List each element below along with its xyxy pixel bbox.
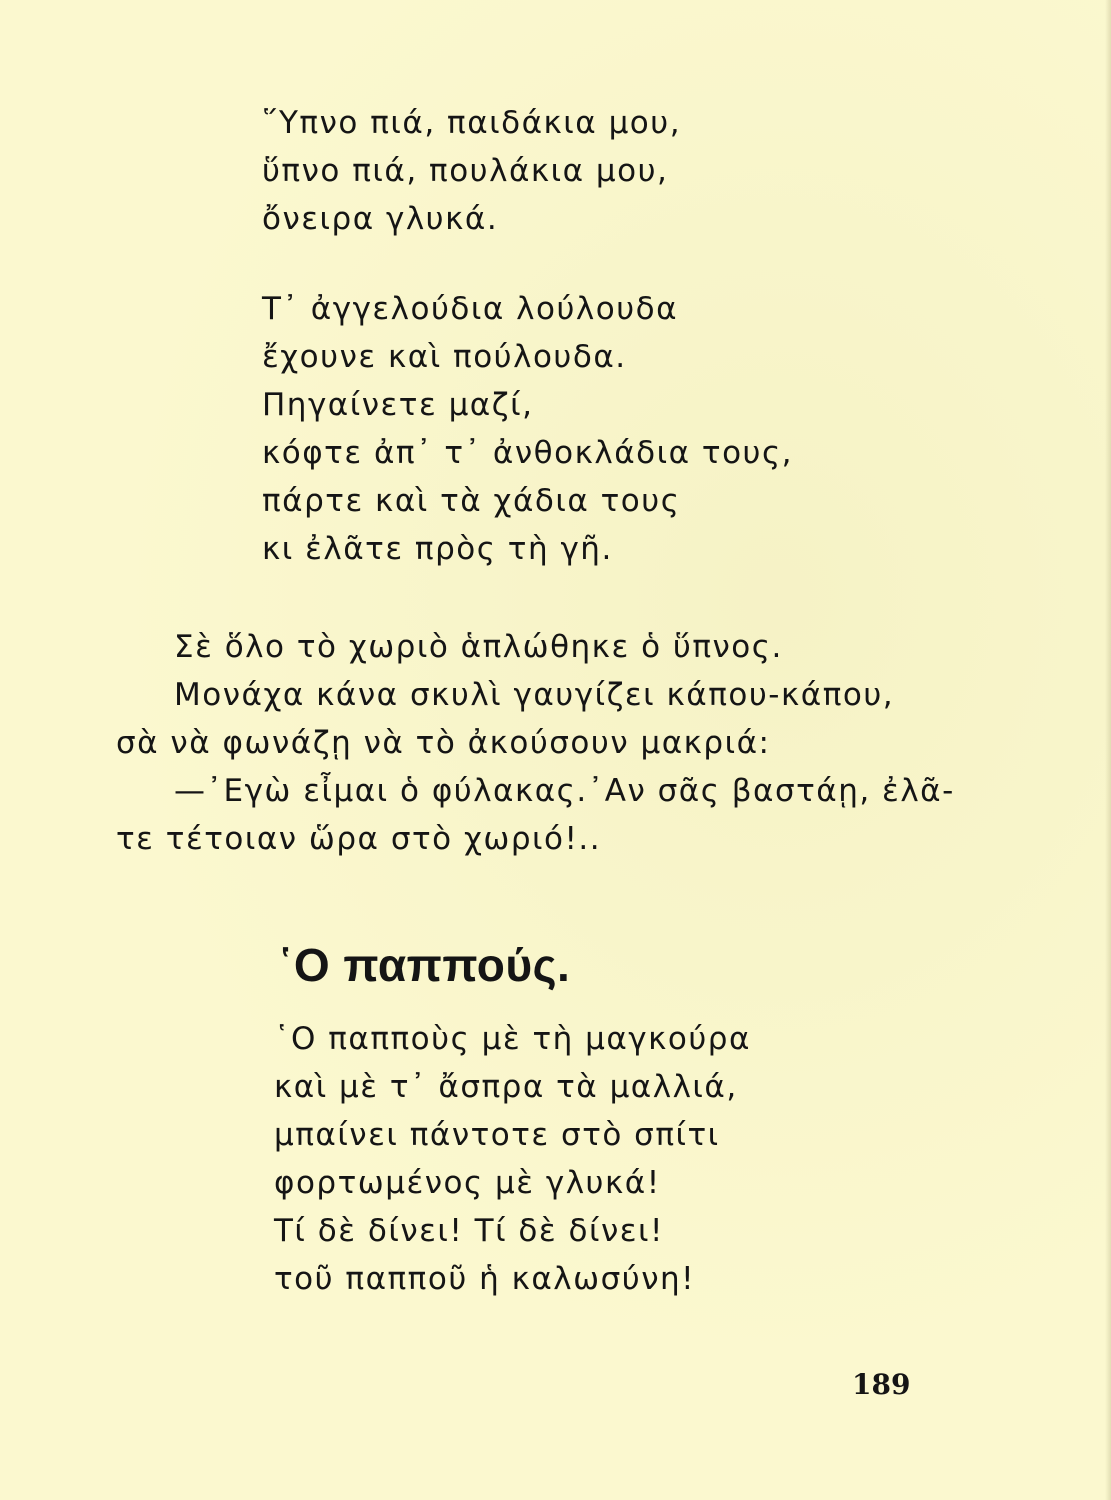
prose-line: Μονάχα κάνα σκυλὶ γαυγίζει κάπου-κάπου, xyxy=(174,677,895,713)
poem-line: τοῦ παπποῦ ἡ καλωσύνη! xyxy=(274,1261,696,1297)
page-edge-shadow xyxy=(1105,0,1111,1500)
poem-line: Τί δὲ δίνει! Τί δὲ δίνει! xyxy=(274,1213,664,1249)
prose-line: σὰ νὰ φωνάζῃ νὰ τὸ ἀκούσουν μακριά: xyxy=(116,725,771,761)
poem-line: Πηγαίνετε μαζί, xyxy=(262,387,534,423)
prose-line: Σὲ ὅλο τὸ χωριὸ ἁπλώθηκε ὁ ὕπνος. xyxy=(174,629,783,665)
poem-line: ῾Ο παπποὺς μὲ τὴ μαγκούρα xyxy=(274,1021,751,1057)
poem-line: πάρτε καὶ τὰ χάδια τους xyxy=(262,483,681,519)
poem-line: κι ἐλᾶτε πρὸς τὴ γῆ. xyxy=(262,531,613,567)
poem-line: ὕπνο πιά, πουλάκια μου, xyxy=(262,153,669,189)
section-heading: ῾Ο παππούς. xyxy=(278,939,571,991)
poem-line: ὄνειρα γλυκά. xyxy=(262,201,499,237)
poem-line: κόφτε ἀπ᾽ τ᾽ ἀνθοκλάδια τους, xyxy=(262,435,794,471)
page-number: 189 xyxy=(852,1368,911,1401)
poem-line: φορτωμένος μὲ γλυκά! xyxy=(274,1165,661,1201)
poem-line: ῞Υπνο πιά, παιδάκια μου, xyxy=(262,105,682,141)
poem-line: καὶ μὲ τ᾽ ἄσπρα τὰ μαλλιά, xyxy=(274,1069,738,1105)
prose-line: τε τέτοιαν ὥρα στὸ χωριό!.. xyxy=(116,821,602,857)
poem-line: Τ᾽ ἀγγελούδια λούλουδα xyxy=(262,291,679,327)
poem-line: μπαίνει πάντοτε στὸ σπίτι xyxy=(274,1117,720,1153)
poem-line: ἔχουνε καὶ πούλουδα. xyxy=(262,339,627,375)
prose-line: —᾽Εγὼ εἶμαι ὁ φύλακας.᾽Αν σᾶς βαστάῃ, ἐλᾶ- xyxy=(174,773,955,809)
